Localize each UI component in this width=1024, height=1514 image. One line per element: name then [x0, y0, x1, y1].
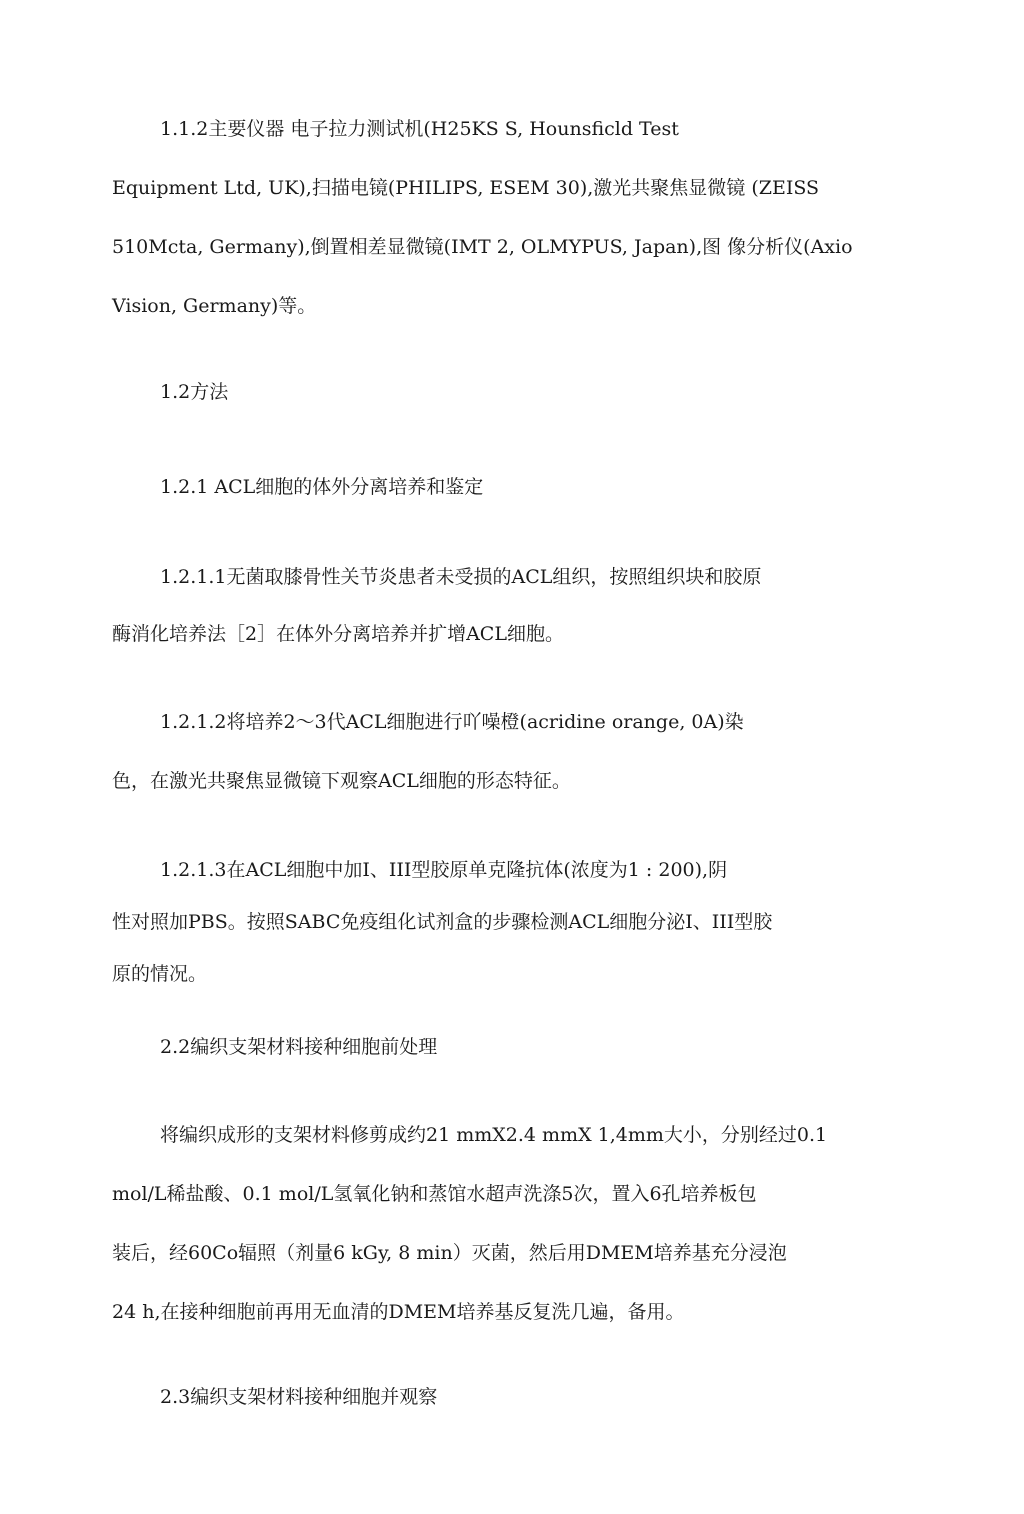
text-line: 1.2.1.2将培养2～3代ACL细胞进行吖噪橙(acridine orange, 0A)染	[160, 711, 744, 733]
text-line: Vision, Germany)等。	[112, 295, 317, 317]
text-line: 1.1.2主要仪器 电子拉力测试机(H25KS S, Hounsficld Test	[160, 118, 679, 140]
text-line: 24 h,在接种细胞前再用无血清的DMEM培养基反复洗几遍，备用。	[112, 1301, 685, 1323]
section-heading: 2.2编织支架材料接种细胞前处理	[160, 1036, 438, 1058]
text-line: 1.2.1.3在ACL细胞中加I、III型胶原单克隆抗体(浓度为1 : 200),阴	[160, 859, 728, 881]
text-line: 色，在激光共聚焦显微镜下观察ACL细胞的形态特征。	[112, 770, 571, 792]
text-line: 性对照加PBS。按照SABC免疫组化试剂盒的步骤检测ACL细胞分泌I、III型胶	[112, 911, 773, 933]
text-line: 1.2.1.1无菌取膝骨性关节炎患者未受损的ACL组织，按照组织块和胶原	[160, 566, 762, 588]
section-heading: 2.3编织支架材料接种细胞并观察	[160, 1386, 438, 1408]
text-line: Equipment Ltd, UK),扫描电镜(PHILIPS, ESEM 30),激光共聚焦显微镜 (ZEISS	[112, 177, 820, 199]
section-heading: 1.2.1 ACL细胞的体外分离培养和鉴定	[160, 476, 484, 498]
text-line: 原的情况。	[112, 963, 208, 985]
text-line: 510Mcta, Germany),倒置相差显微镜(IMT 2, OLMYPUS, Japan),图 像分析仪(Axio	[112, 236, 853, 258]
text-line: 装后，经60Co辐照（剂量6 kGy, 8 min）灭菌，然后用DMEM培养基充分浸泡	[112, 1242, 787, 1264]
text-line: 酶消化培养法［2］在体外分离培养并扩增ACL细胞。	[112, 623, 564, 645]
text-line: mol/L稀盐酸、0.1 mol/L氢氧化钠和蒸馆水超声洗涤5次，置入6孔培养板包	[112, 1183, 757, 1205]
section-heading: 1.2方法	[160, 381, 229, 403]
text-line: 将编织成形的支架材料修剪成约21 mmX2.4 mmX 1,4mm大小，分别经过0.1	[160, 1124, 828, 1146]
